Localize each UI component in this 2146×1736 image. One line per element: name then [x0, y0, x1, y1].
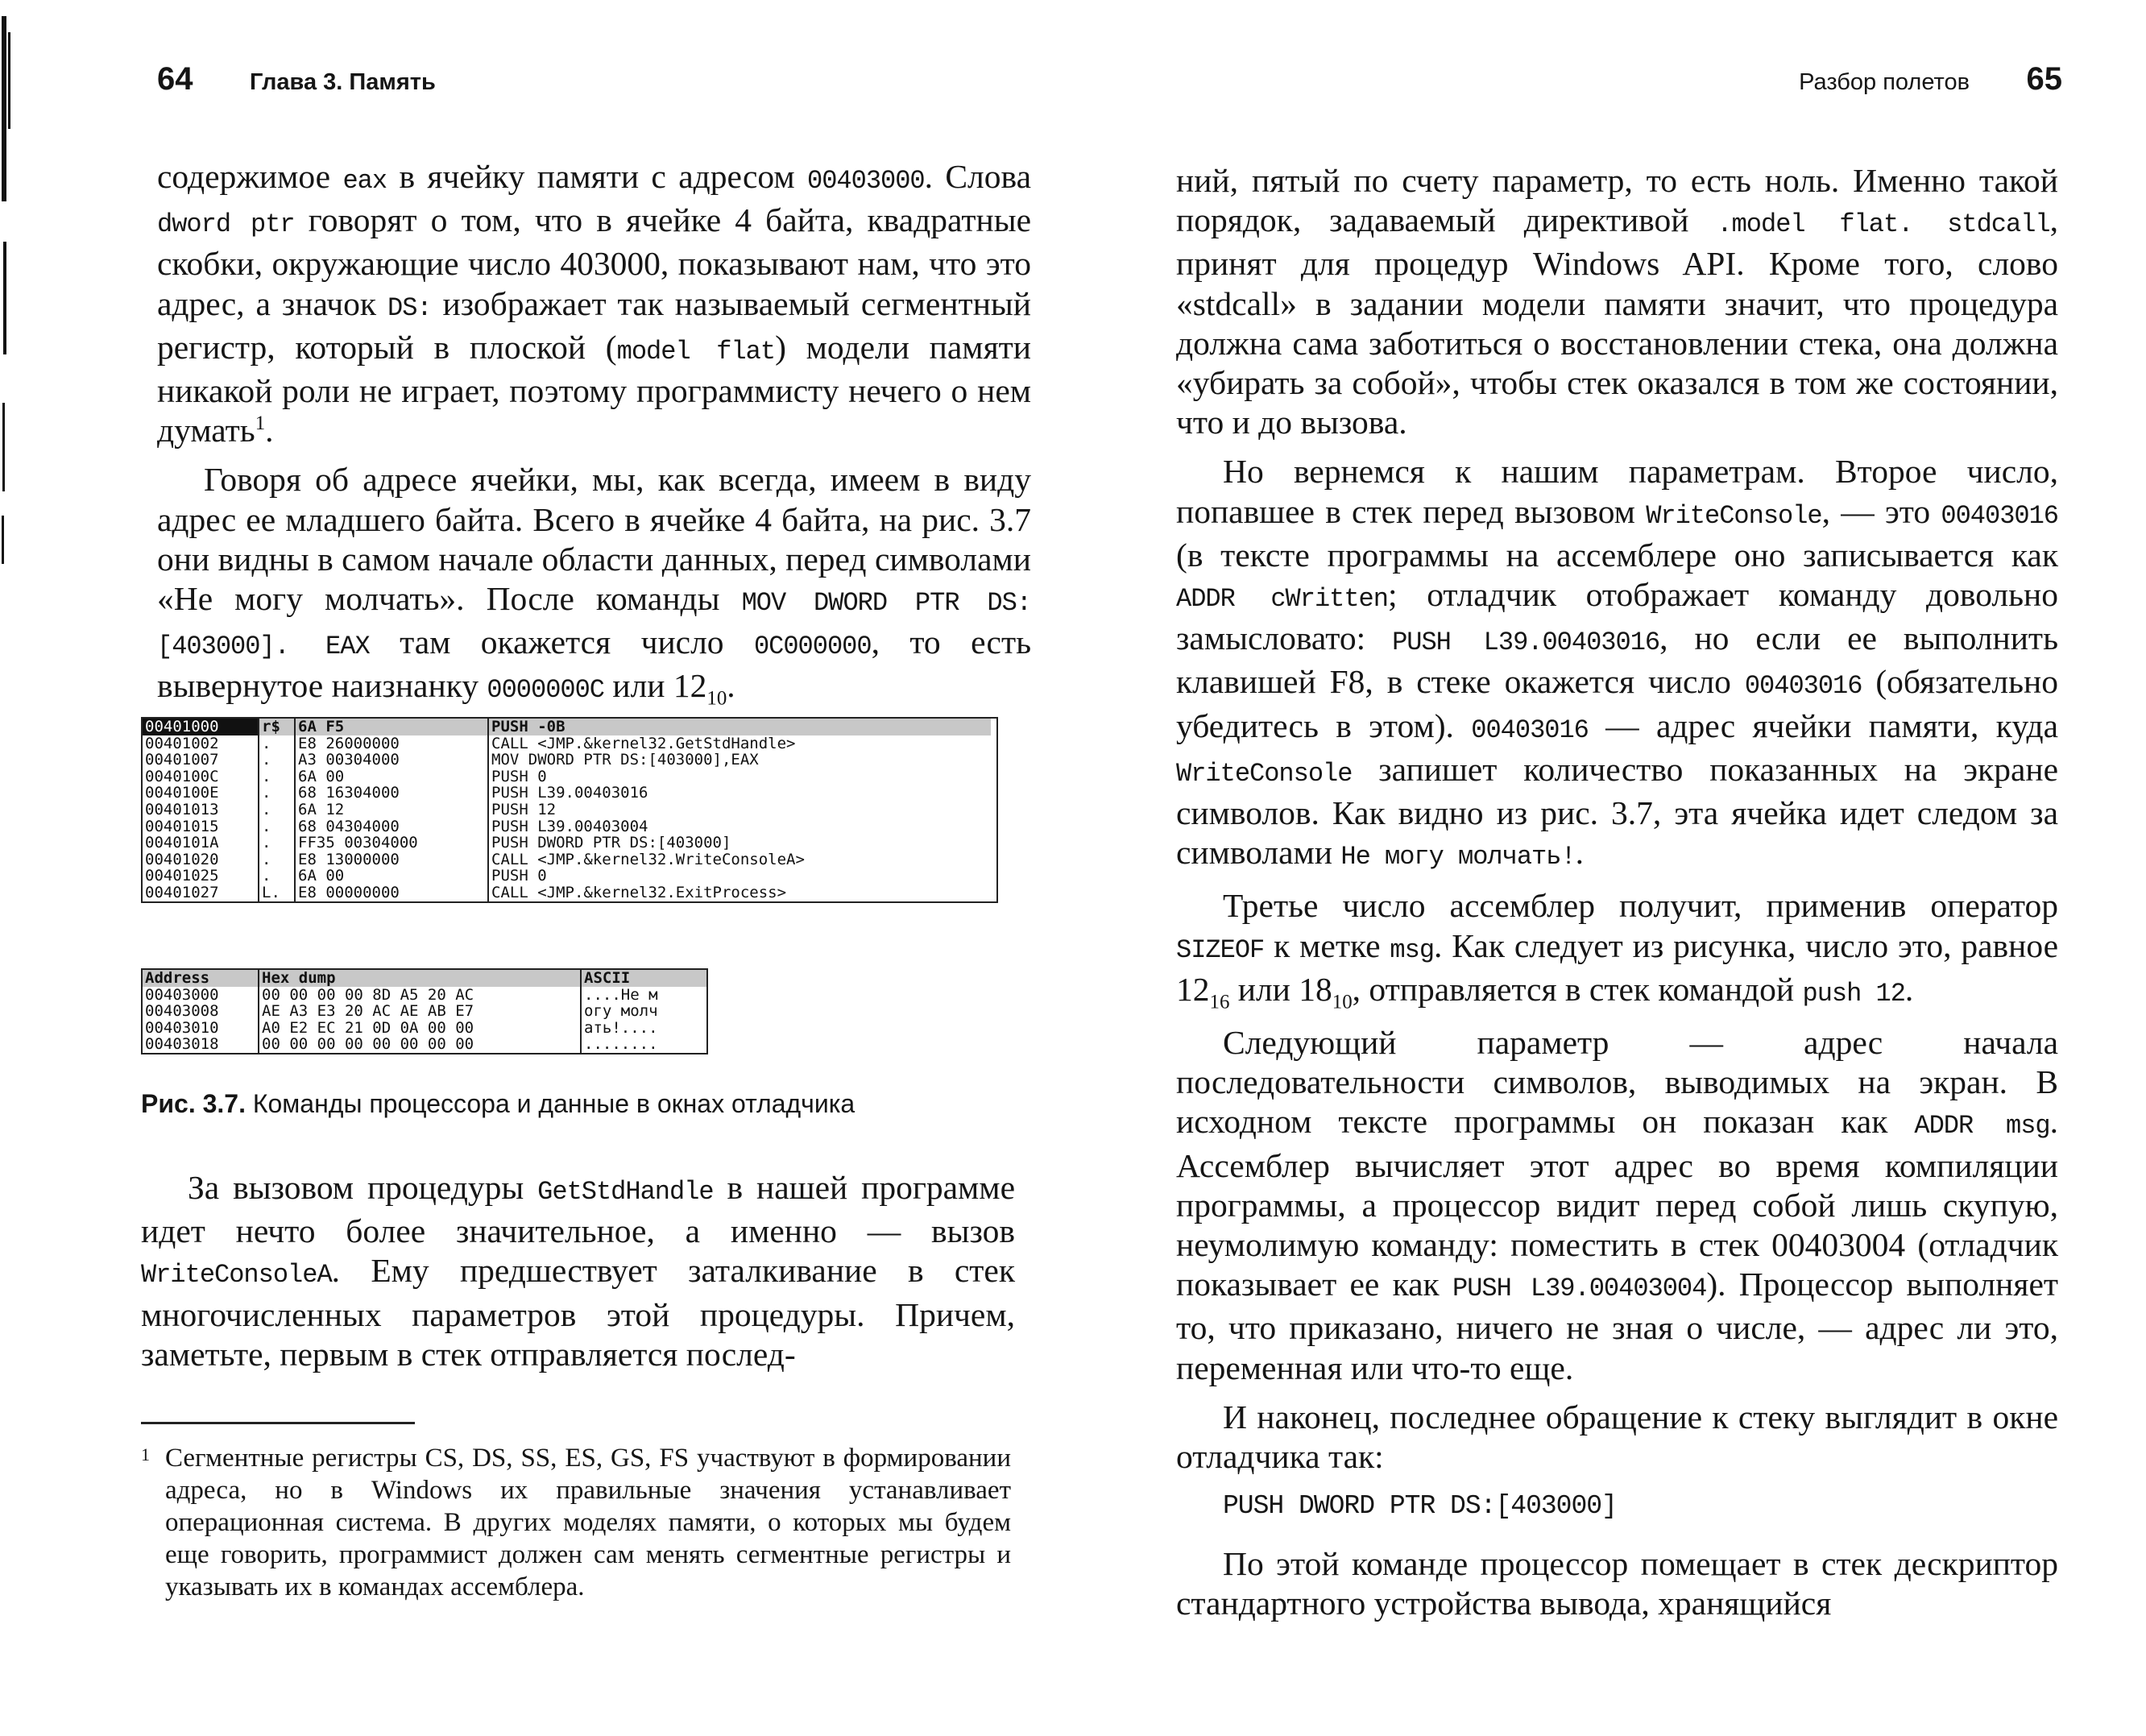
right-page-header	[1176, 55, 2062, 103]
code-asm: PUSH L39.00403016	[491, 785, 648, 802]
dump-row	[143, 1020, 706, 1037]
dump-address: 00403008	[143, 1003, 259, 1020]
code-asm: PUSH L39.00403004	[491, 818, 648, 835]
paragraph: Но вернемся к нашим параметрам. Второе число, попавшее в стек перед вызовом WriteConsole, — это 00403016 (в тексте программы на ассемблере оно записывается как ADDR cWritten; отладчик отображает команду довольно замысловато: PUSH L39.00403016, но если ее выполнить клавишей F8, в стеке окажется число 00403016 (обязательно убедитесь в этом). 00403016 — адрес ячейки памяти, куда WriteConsole запишет количество показанных на экране символов. Как видно из рис. 3.7, эта ячейка идет следом за символами Не могу молчать!.	[1176, 453, 2059, 872]
dump-ascii: ....Не м	[584, 986, 658, 1004]
paragraph: За вызовом процедуры GetStdHandle в нашей программе идет нечто более значительное, а именно — вызов WriteConsoleA. Ему предшествует заталкивание в стек многочисленных параметров этой процедуры. Причем, заметьте, первым в стек отправляется послед-	[141, 1169, 1015, 1373]
code-asm: CALL <JMP.&kernel32.ExitProcess>	[491, 884, 787, 901]
code-address: 00401002	[143, 735, 259, 752]
right-text	[1176, 161, 2058, 1633]
code-asm: CALL <JMP.&kernel32.WriteConsoleA>	[491, 851, 805, 868]
code-row	[143, 835, 996, 851]
code-hex: E8 13000000	[296, 851, 489, 868]
code-row	[143, 868, 996, 885]
code-row	[143, 851, 996, 868]
code-row	[143, 735, 996, 752]
code-hex: 6A 12	[296, 802, 489, 818]
footnote-ref: 1	[255, 412, 266, 435]
code-address: 00401007	[143, 752, 259, 769]
code-marker: .	[259, 735, 296, 752]
caption-label: Рис. 3.7.	[141, 1089, 246, 1118]
dump-header-row	[143, 970, 706, 987]
code-hex: 6A F5	[296, 719, 489, 735]
figure-caption	[141, 1089, 855, 1119]
code-address: 0040100C	[143, 769, 259, 785]
code-address: 00401027	[143, 885, 259, 901]
dump-ascii: ать!....	[584, 1019, 658, 1037]
dump-address: 00403018	[143, 1036, 259, 1053]
code-marker: .	[259, 851, 296, 868]
paragraph: Третье число ассемблер получит, применив оператор SIZEOF к метке msg. Как следует из рисунка, число это, равное $12_{16}$ или $18_{10}$, отправляется в стек командой push 12.	[1176, 887, 2059, 1013]
code-hex: 68 04304000	[296, 818, 489, 835]
code-marker: .	[259, 769, 296, 785]
dump-row	[143, 1036, 706, 1053]
code-address: 00401020	[143, 851, 259, 868]
code-hex: E8 00000000	[296, 885, 489, 901]
code-row	[143, 719, 996, 735]
code-asm: PUSH 0	[491, 868, 547, 885]
code-asm: PUSH -0B	[489, 719, 991, 735]
dump-ascii: ........	[584, 1036, 658, 1053]
footnote-mark: 1	[141, 1444, 150, 1465]
code-hex: FF35 00304000	[296, 835, 489, 851]
chapter-title: Глава 3. Память	[250, 69, 436, 95]
code-marker: L.	[259, 885, 296, 901]
code-asm: PUSH 12	[491, 801, 557, 818]
code-row	[143, 818, 996, 835]
code-address: 00401000	[143, 719, 259, 735]
code-address: 0040101A	[143, 835, 259, 851]
code-listing: PUSH DWORD PTR DS:[403000]	[1223, 1491, 1617, 1522]
dump-hex: 00 00 00 00 8D A5 20 AC	[259, 987, 582, 1004]
code-marker: .	[259, 752, 296, 769]
code-hex: 6A 00	[296, 868, 489, 885]
dump-ascii: огу молч	[584, 1003, 658, 1020]
page-number: 65	[2026, 61, 2062, 97]
code-row	[143, 885, 996, 901]
dump-row	[143, 987, 706, 1004]
section-title: Разбор полетов	[1799, 69, 1970, 95]
paragraph: И наконец, последнее обращение к стеку выглядит в окне отладчика так:	[1176, 1398, 2058, 1476]
dump-row	[143, 1003, 706, 1020]
paragraph: содержимое eax в ячейку памяти с адресом 00403000. Слова dword ptr говорят о том, что в ячейке 4 байта, квадратные скобки, окружающие число 403000, показывают нам, что это адрес, а значок DS: изображает так называемый сегментный регистр, который в плоской (model flat) модели памяти никакой роли не играет, поэтому программисту нечего о нем думать$^1$.	[157, 158, 1032, 450]
page-binding-edge	[0, 0, 18, 1736]
code-hex: 6A 00	[296, 769, 489, 785]
code-asm: PUSH 0	[491, 768, 547, 785]
code-window	[141, 717, 998, 903]
code-address: 00401015	[143, 818, 259, 835]
paragraph: По этой команде процессор помещает в стек дескриптор стандартного устройства вывода, хранящийся	[1176, 1544, 2058, 1622]
left-text-top	[157, 157, 1031, 720]
code-address: 00401025	[143, 868, 259, 885]
code-asm: CALL <JMP.&kernel32.GetStdHandle>	[491, 735, 796, 752]
code-asm: MOV DWORD PTR DS:[403000],EAX	[491, 752, 759, 769]
dump-header-ascii: ASCII	[584, 970, 631, 987]
page-number: 64	[157, 61, 193, 97]
code-row	[143, 752, 996, 769]
dump-hex: AE A3 E3 20 AC AE AB E7	[259, 1003, 582, 1020]
paragraph: ний, пятый по счету параметр, то есть ноль. Именно такой порядок, задаваемый директивой .model flat. stdcall, принят для процедур Windows API. Кроме того, слово «stdcall» в задании модели памяти значит, что процедура должна сама заботиться о восстановлении стека, она должна «убирать за собой», чтобы стек оказался в том же состоянии, что и до вызова.	[1176, 162, 2058, 441]
dump-window	[141, 968, 708, 1054]
code-address: 00401013	[143, 802, 259, 818]
code-marker: r$	[259, 719, 296, 735]
code-hex: 68 16304000	[296, 785, 489, 802]
dump-address: 00403010	[143, 1020, 259, 1037]
dump-address: 00403000	[143, 987, 259, 1004]
paragraph: Следующий параметр — адрес начала последовательности символов, выводимых на экран. В исходном тексте программы он показан как ADDR msg. Ассемблер вычисляет этот адрес во время компиляции программы, а процессор видит перед собой лишь скупую, неумолимую команду: поместить в стек 00403004 (отладчик показывает ее как PUSH L39.00403004). Процессор выполняет то, что приказано, ничего не зная о числе, — адрес ли это, переменная или что-то еще.	[1176, 1024, 2059, 1386]
paragraph: Говоря об адресе ячейки, мы, как всегда, имеем в виду адрес ее младшего байта. Всего в ячейке 4 байта, на рис. 3.7 они видны в самом начале области данных, перед символами «Не могу молчать». После команды MOV DWORD PTR DS:[403000]. EAX там окажется число 0C000000, то есть вывернутое наизнанку 0000000C или $12_{10}$.	[157, 461, 1032, 710]
code-marker: .	[259, 835, 296, 851]
code-asm: PUSH DWORD PTR DS:[403000]	[491, 835, 731, 851]
footnote-divider	[141, 1422, 415, 1424]
code-marker: .	[259, 802, 296, 818]
code-row	[143, 785, 996, 802]
code-marker: .	[259, 818, 296, 835]
code-marker: .	[259, 868, 296, 885]
code-hex: A3 00304000	[296, 752, 489, 769]
code-row	[143, 802, 996, 818]
code-row	[143, 769, 996, 785]
code-hex: E8 26000000	[296, 735, 489, 752]
left-text-bottom	[141, 1168, 1015, 1384]
dump-hex: A0 E2 EC 21 0D 0A 00 00	[259, 1020, 582, 1037]
footnote-text: Сегментные регистры CS, DS, SS, ES, GS, FS участвуют в формировании адреса, но в Windows их правильные значения устанавливает операционная система. В других моделях памяти, о которых мы будем еще говорить, программист должен сам менять сегментные регистры и указывать их в командах ассемблера.	[165, 1444, 1011, 1601]
code-marker: .	[259, 785, 296, 802]
dump-header-address: Address	[143, 970, 259, 987]
code-address: 0040100E	[143, 785, 259, 802]
dump-hex: 00 00 00 00 00 00 00 00	[259, 1036, 582, 1053]
caption-text: Команды процессора и данные в окнах отладчика	[252, 1089, 856, 1118]
dump-header-hex: Hex dump	[259, 970, 582, 987]
left-page-header	[141, 55, 1035, 103]
debugger-figure	[141, 717, 995, 1088]
footnote	[141, 1442, 1011, 1603]
